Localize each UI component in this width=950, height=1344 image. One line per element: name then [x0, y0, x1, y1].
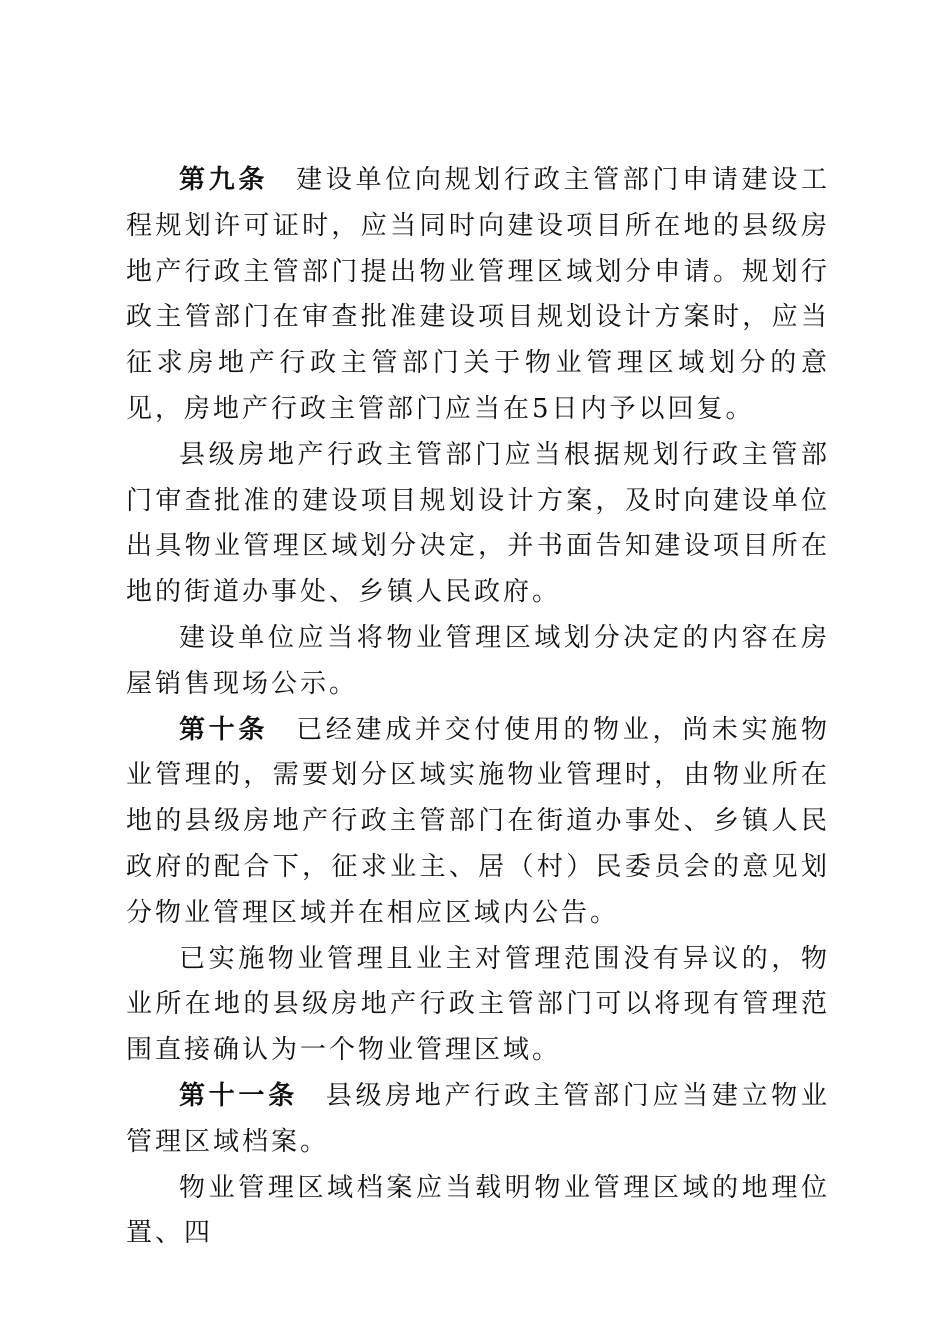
- article-9-text-1: 建设单位向规划行政主管部门申请建设工程规划许可证时，应当同时向建设项目所在地的县级房地产行政主管部门提出物业管理区域划分申请。规划行政主管部门在审查批准建设项目规划设计方案时，应当征求房地产行政主管部门关于物业管理区域划分的意见，房地产行政主管部门应当在5日内予以回复。: [126, 165, 830, 424]
- article-9-paragraph-1: [126, 158, 830, 433]
- article-10-paragraph-2: 已实施物业管理且业主对管理范围没有异议的，物业所在地的县级房地产行政主管部门可以将现有管理范围直接确认为一个物业管理区域。: [126, 943, 830, 1066]
- article-9-paragraph-2: 县级房地产行政主管部门应当根据规划行政主管部门审查批准的建设项目规划设计方案，及时向建设单位出具物业管理区域划分决定，并书面告知建设项目所在地的街道办事处、乡镇人民政府。: [126, 439, 830, 608]
- article-11-paragraph-1: [126, 1074, 830, 1166]
- document-page: [126, 158, 830, 1257]
- article-9-paragraph-3: 建设单位应当将物业管理区域划分决定的内容在房屋销售现场公示。: [126, 622, 830, 699]
- article-10-paragraph-1: [126, 708, 830, 937]
- article-10-text-1: 已经建成并交付使用的物业，尚未实施物业管理的，需要划分区域实施物业管理时，由物业所在地的县级房地产行政主管部门在街道办事处、乡镇人民政府的配合下，征求业主、居（村）民委员会的意见划分物业管理区域并在相应区域内公告。: [126, 714, 830, 928]
- article-9-heading: 第九条: [179, 165, 269, 195]
- article-11-heading: 第十一条: [179, 1080, 298, 1111]
- article-11-text-1: 县级房地产行政主管部门应当建立物业管理区域档案。: [126, 1080, 830, 1157]
- article-11-paragraph-2: 物业管理区域档案应当载明物业管理区域的地理位置、四: [126, 1172, 830, 1249]
- article-10-heading: 第十条: [179, 714, 269, 745]
